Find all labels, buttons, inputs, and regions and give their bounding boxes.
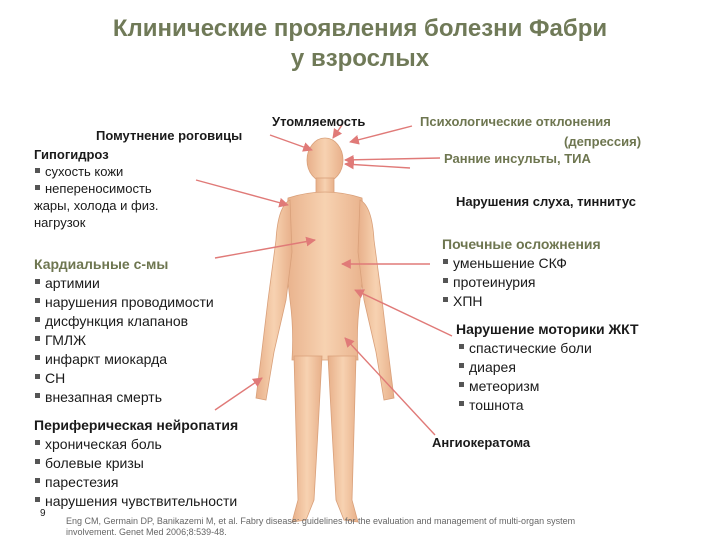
group-renal (442, 235, 601, 311)
arrow-angio (345, 338, 435, 435)
list-item: парестезия (34, 473, 238, 492)
group-neuropathy (34, 416, 238, 511)
renal-heading: Почечные осложнения (442, 236, 601, 252)
label-psych-1: Психологические отклонения (420, 114, 611, 129)
list-item: внезапная смерть (34, 388, 214, 407)
neuropathy-heading: Периферическая нейропатия (34, 417, 239, 433)
list-item: артимии (34, 274, 214, 293)
title-line-2: у взрослых (290, 45, 430, 72)
list-item: ГМЛЖ (34, 331, 214, 350)
title-line-1: Клинические проявления болезни Фабри (112, 15, 608, 42)
list-item: уменьшение СКФ (442, 254, 601, 273)
group-cardiac (34, 255, 214, 407)
label-strokes: Ранние инсульты, ТИА (444, 151, 591, 166)
list-item: непереносимость (34, 180, 159, 197)
group-hypohidrosis (34, 146, 159, 231)
arrow-cornea (270, 135, 312, 150)
list-item: дисфункция клапанов (34, 312, 214, 331)
label-psych-2: (депрессия) (564, 134, 642, 149)
hypohidrosis-heading: Гипогидроз (34, 147, 109, 162)
label-angiokeratoma: Ангиокератома (432, 435, 531, 450)
list-item: СН (34, 369, 214, 388)
label-fatigue: Утомляемость (272, 114, 366, 129)
human-body-silhouette (256, 138, 394, 522)
list-item: протеинурия (442, 273, 601, 292)
hypohidrosis-cont-2: нагрузок (34, 215, 86, 230)
footnote-number: 9 (40, 508, 46, 519)
list-item: болевые кризы (34, 454, 238, 473)
list-item: спастические боли (458, 339, 639, 358)
group-gi (456, 320, 639, 415)
footnote-reference: Eng CM, Germain DP, Banikazemi M, et al. Fabry disease: guidelines for the evaluation and management of multi-organ system involvement. Genet Med 2006;8:539-48. (66, 516, 576, 537)
list-item: хроническая боль (34, 435, 238, 454)
list-item: диарея (458, 358, 639, 377)
arrow-hearing (345, 164, 410, 168)
gi-heading: Нарушение моторики ЖКТ (456, 321, 639, 337)
label-cornea: Помутнение роговицы (96, 128, 243, 143)
list-item: сухость кожи (34, 163, 159, 180)
list-item: тошнота (458, 396, 639, 415)
hypohidrosis-cont-1: жары, холода и физ. (34, 198, 159, 213)
list-item: нарушения проводимости (34, 293, 214, 312)
arrow-strokes (345, 158, 440, 160)
list-item: ХПН (442, 292, 601, 311)
cardiac-heading: Кардиальные с-мы (34, 256, 169, 272)
list-item: нарушения чувствительности (34, 492, 238, 511)
list-item: метеоризм (458, 377, 639, 396)
list-item: инфаркт миокарда (34, 350, 214, 369)
label-hearing: Нарушения слуха, тиннитус (456, 194, 636, 209)
arrow-neuropathy (215, 378, 262, 410)
arrow-hypohidrosis (196, 180, 288, 205)
